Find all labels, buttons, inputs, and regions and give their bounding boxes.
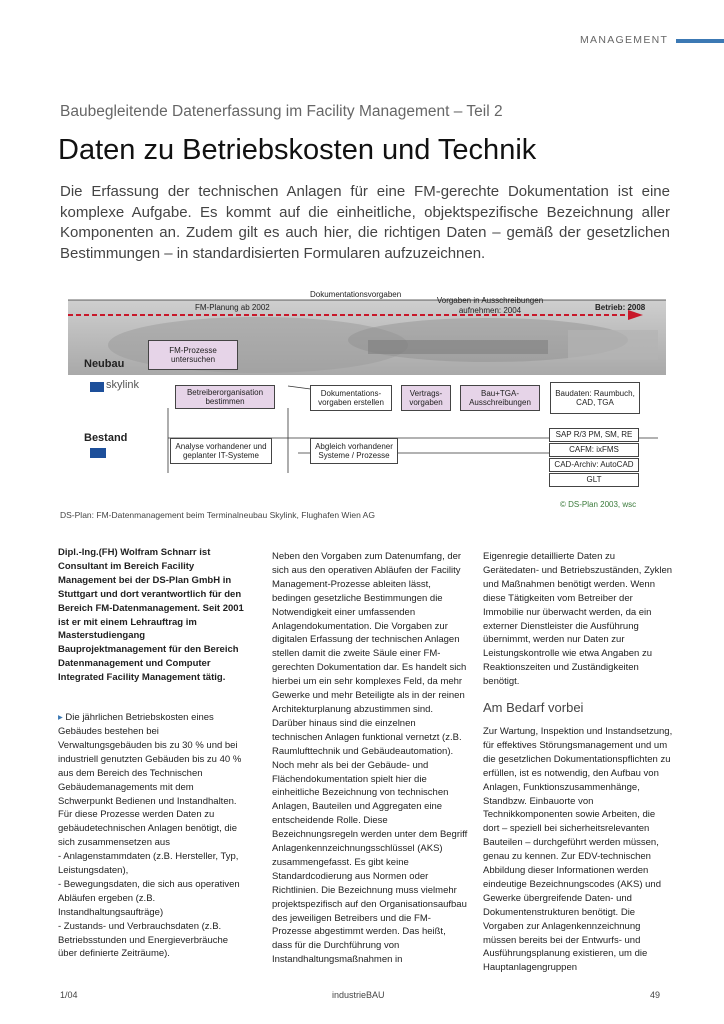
section-heading: Am Bedarf vorbei [483, 700, 584, 716]
paragraph: Die jährlichen Betriebskosten eines Gebäudes bestehen bei Verwaltungsgebäuden bis zu 30 % und bei industriell genutzten Gebäuden bis zu 40 % aus dem Bereich des Technischen Gebäudemanagements mit dem Schwerpunkt Bedienen und Instandhalten. Für diese Prozesse werden Daten zu gebäudetechnischen Anlagen benötigt, die sich zusammensetzen aus [58, 712, 242, 849]
box-cad: CAD-Archiv: AutoCAD [549, 458, 639, 472]
box-glt: GLT [549, 473, 639, 487]
box-analyse: Analyse vorhandener und geplanter IT-Systeme [170, 438, 272, 464]
box-sap: SAP R/3 PM, SM, RE [549, 428, 639, 442]
box-bau-tga: Bau+TGA-Ausschreibungen [460, 385, 540, 411]
figure-credit: © DS-Plan 2003, wsc [560, 500, 637, 509]
paragraph: Neben den Vorgaben zum Datenumfang, der sich aus den operativen Abläufen der Facility Management-Prozesse ableiten lässt, bedingen gesetzliche Bestimmungen die Notwendigkeit einer umfassenden Anlagendokumentation. Die Vorgaben zur digitalen Erfassung der technischen Anlagen stellen damit die zweite Säule einer FM-gerechten Dokumentation dar. Es handelt sich hierbei um ein sehr komplexes Feld, da mehr Gewerke und mehr Beteiligte als in der reinen Architekturplanung abzustimmen sind. Darüber hinaus sind die einzelnen technischen Anlagen funktional vernetzt (z.B. Raumlufttechnik und Gebäudeautomation). Noch mehr als bei der Gebäude- und Flächendokumentation spielt hier die einheitliche Bezeichnung von technischen Anlagen, Bauteilen und Aggregaten eine entscheidende Rolle. Diese Bezeichnungsregeln werden unter dem Begriff Anlagenkennzeichnungsschlüssel (AKS) zusammengefasst. Es gibt keine Standardcodierung aus Normen oder Richtlinien. Die Bezeichnung muss vielmehr projektspezifisch auf den Organisationsaufbau des jeweiligen Betreibers und die FM-Prozesse abgestimmt werden. Das heißt, dass für die Durchführung von Instandhaltungsmaßnahmen in [272, 551, 468, 966]
timeline-doc-specs: Dokumentationsvorgaben [310, 290, 402, 299]
timeline-tender: Vorgaben in Ausschreibungen aufnehmen: 2004 [436, 296, 544, 315]
list-item: - Bewegungsdaten, die sich aus operativen Abläufen ergeben (z.B. Instandhaltungsaufträge) [58, 878, 240, 918]
box-dokumentationsvorgaben: Dokumentations-vorgaben erstellen [310, 385, 392, 411]
list-item: - Anlagenstammdaten (z.B. Hersteller, Typ, Leistungsdaten), [58, 851, 239, 877]
footer-issue: 1/04 [60, 990, 78, 1000]
box-baudaten: Baudaten: Raumbuch, CAD, TGA [550, 382, 640, 414]
column-3 [483, 550, 673, 975]
footer-magazine: industrieBAU [332, 990, 385, 1000]
section-accent-bar [676, 39, 724, 43]
timeline-operation: Betrieb: 2008 [595, 303, 646, 312]
section-label: MANAGEMENT [580, 34, 669, 46]
box-abgleich: Abgleich vorhandener Systeme / Prozesse [310, 438, 398, 464]
list-item: - Zustands- und Verbrauchsdaten (z.B. Betriebsstunden und Energieverbräuche über definierte Zeiträume). [58, 920, 229, 960]
article-lead: Die Erfassung der technischen Anlagen für eine FM-gerechte Dokumentation ist eine komplexe Aufgabe. Es kommt auf die einheitliche, objektspezifische Bezeichnung aller Komponenten an. Zudem gilt es auch hier, die richtigen Daten – gemäß der gesetzlichen Bestimmungen – in standardisierten Formularen aufzuzeichnen. [60, 183, 670, 262]
skylink-logo: skylink [106, 379, 140, 391]
article-subtitle: Baubegleitende Datenerfassung im Facility Management – Teil 2 [60, 103, 503, 120]
row-neubau: Neubau [84, 358, 125, 370]
figure-caption: DS-Plan: FM-Datenmanagement beim Terminalneubau Skylink, Flughafen Wien AG [60, 510, 375, 520]
row-bestand: Bestand [84, 432, 128, 444]
author-bio: Dipl.-Ing.(FH) Wolfram Schnarr ist Consultant im Bereich Facility Management bei der DS-Plan GmbH in Stuttgart und dort verantwortlich für den Bereich FM-Datenmanagement. Seit 2001 ist er mit einem Lehrauftrag im Masterstudiengang Bauprojektmanagement für den Bereich Datenmanagement und Computer Integrated Facility Management tätig. [58, 547, 244, 684]
box-cafm: CAFM: ixFMS [549, 443, 639, 457]
column-1 [58, 546, 248, 961]
box-betreiberorganisation: Betreiberorganisation bestimmen [175, 385, 275, 409]
footer-page-number: 49 [650, 990, 661, 1000]
box-vertragsvorgaben: Vertrags-vorgaben [401, 385, 451, 411]
paragraph: Eigenregie detaillierte Daten zu Gerätedaten- und Betriebszuständen, Zyklen und Maßnahmen benötigt werden. Wenn diese Tätigkeiten vom Betreiber der Immobilie nur überwacht werden, da ein externer Dienstleister die Ausführung übernimmt, werden nur Daten zur Leistungskontrolle wie etwa Angaben zu Reaktionszeiten und Zuständigkeiten benötigt. [483, 551, 673, 688]
article-title: Daten zu Betriebskosten und Technik [58, 134, 537, 166]
paragraph-arrow-icon: ▸ [58, 712, 66, 724]
timeline-fm-planning: FM-Planung ab 2002 [195, 303, 270, 312]
column-2 [272, 550, 468, 967]
paragraph: Zur Wartung, Inspektion und Instandsetzung, für effektives Störungsmanagement und um die gesetzlichen Dokumentationspflichten zu erfüllen, ist es notwendig, den Aufbau von Anlagen, Funktionszusammenhänge, Standbzw. Einbauorte von Technikkomponenten sowie Arbeiten, die dort – speziell bei sicherheitsrelevanten Bauteilen – durchgeführt werden müssen, genau zu kennen. Zur EDV-technischen Abbildung dieser Informationen werden eindeutige Bezeichnungscodes (AKS) und Gewerke übergreifende Daten- und Dokumentenstrukturen benötigt. Die Vorgaben zur Anlagenkennzeichnung müssen bereits bei der Entwurfs- und Ausführungsplanung existieren, um die Hauptanlagengruppen [483, 725, 673, 974]
box-fm-prozesse: FM-Prozesse untersuchen [148, 340, 238, 370]
